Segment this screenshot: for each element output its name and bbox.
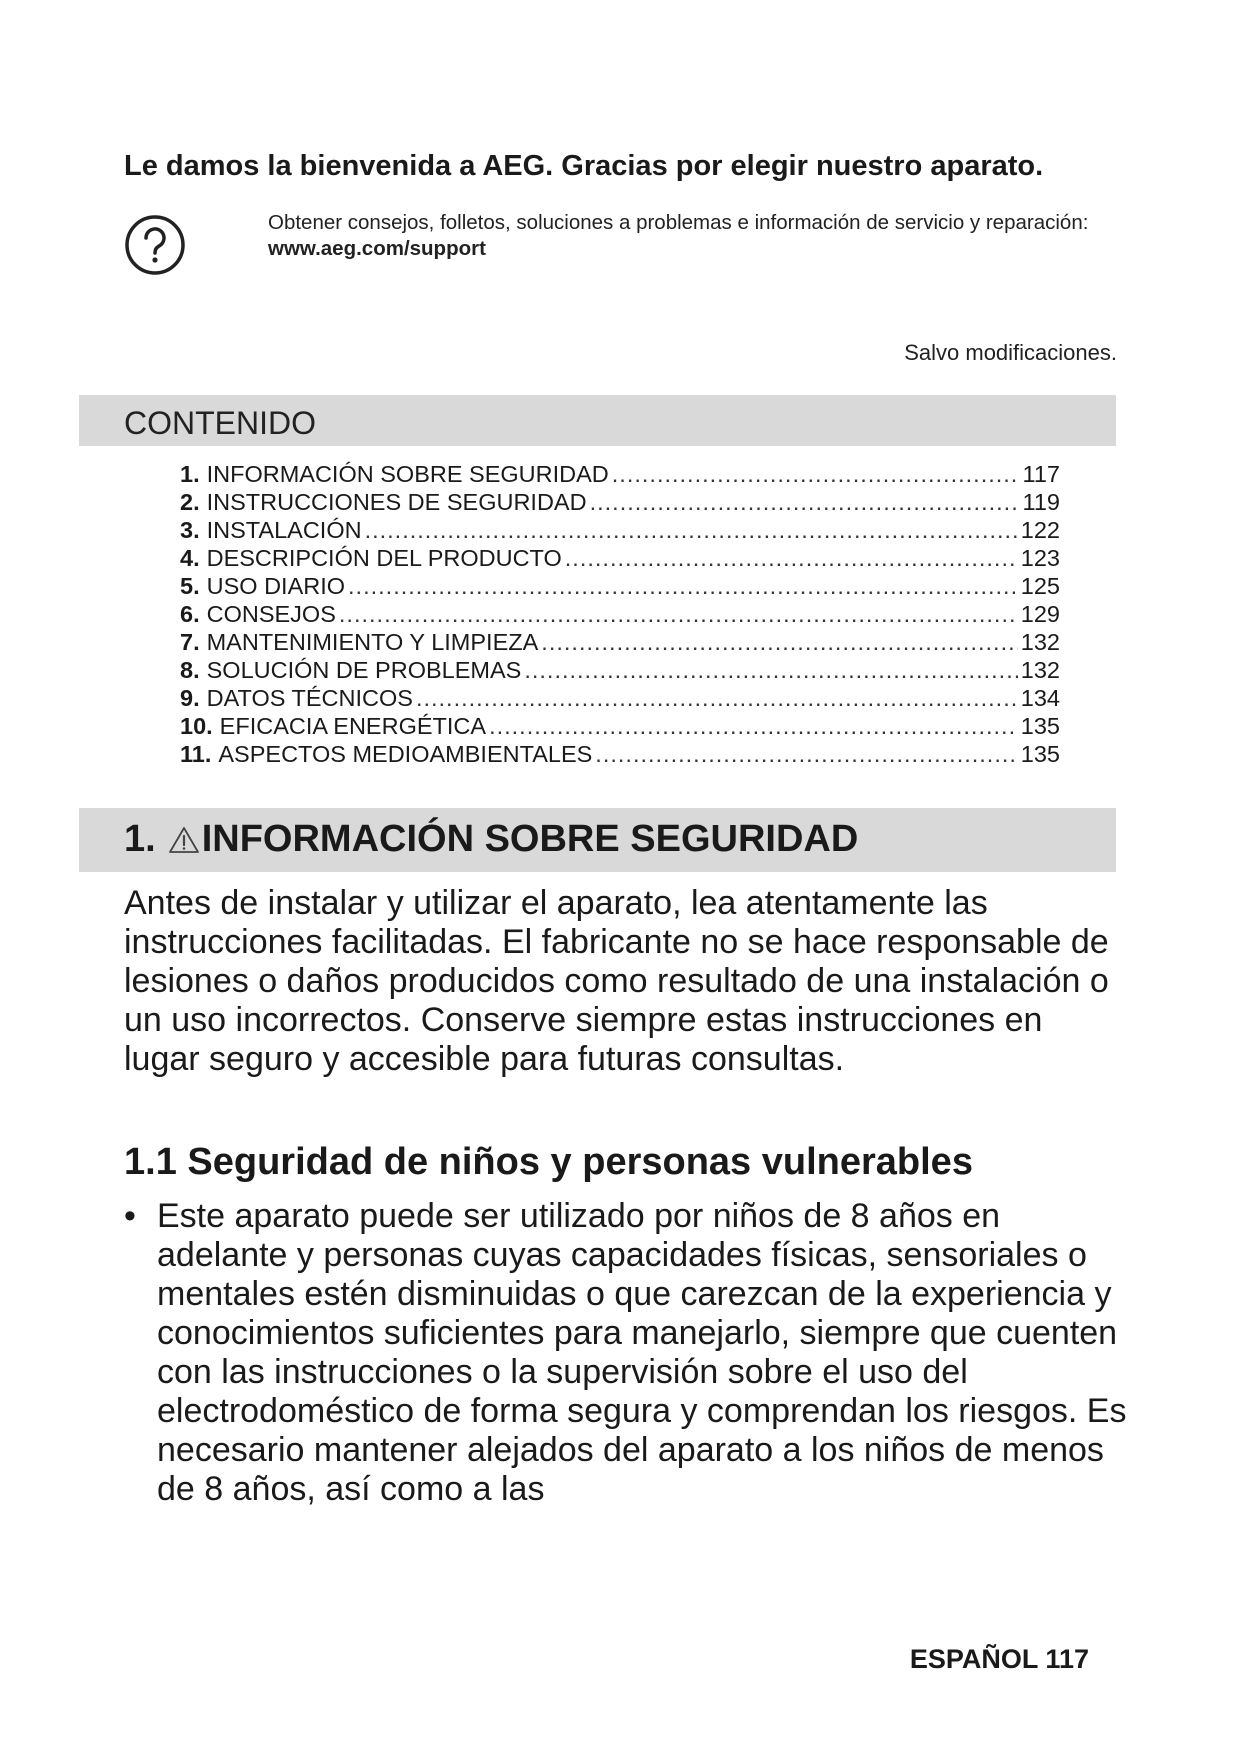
toc-number: 8.: [180, 657, 200, 683]
toc-number: 3.: [180, 517, 200, 543]
support-link[interactable]: www.aeg.com/support: [268, 237, 486, 260]
toc-page: 119: [1022, 489, 1060, 515]
toc-number: 9.: [180, 685, 200, 711]
toc-leader: [365, 516, 1018, 544]
toc-page: 125: [1020, 573, 1060, 599]
question-circle-icon: [124, 214, 186, 276]
toc-leader: [348, 572, 1018, 600]
toc-leader: [541, 628, 1017, 656]
toc-label: DESCRIPCIÓN DEL PRODUCTO: [206, 545, 562, 571]
toc-page: 132: [1020, 629, 1060, 655]
toc-number: 10.: [180, 713, 213, 739]
support-text: Obtener consejos, folletos, soluciones a problemas e información de servicio y reparación:: [268, 211, 1089, 234]
toc-page: 122: [1020, 517, 1060, 543]
toc-item[interactable]: [180, 600, 1060, 628]
toc-number: 1.: [180, 461, 200, 487]
toc-label: INSTALACIÓN: [206, 517, 362, 543]
toc-page: 117: [1022, 461, 1060, 487]
toc-item[interactable]: [180, 628, 1060, 656]
toc-label: EFICACIA ENERGÉTICA: [219, 713, 487, 739]
toc-leader: [339, 600, 1018, 628]
support-info: [268, 210, 1128, 262]
toc-number: 6.: [180, 601, 200, 627]
toc-label: INFORMACIÓN SOBRE SEGURIDAD: [206, 461, 609, 487]
toc-item[interactable]: [180, 684, 1060, 712]
bullet-marker: •: [124, 1197, 136, 1235]
subject-to-change-note: Salvo modificaciones.: [904, 340, 1117, 365]
toc-label: INSTRUCCIONES DE SEGURIDAD: [206, 489, 587, 515]
table-of-contents: [180, 460, 1060, 768]
bullet-text: Este aparato puede ser utilizado por niños de 8 años en adelante y personas cuyas capacidades físicas, sensoriales o mentales estén disminuidas o que carezcan de la experiencia y conocimientos suficientes para manejarlo, siempre que cuenten con las instrucciones o la supervisión sobre el uso del electrodoméstico de forma segura y comprendan los riesgos. Es necesario mantener alejados del aparato a los niños de menos de 8 años, así como a las: [157, 1197, 1127, 1508]
toc-page: 123: [1020, 545, 1060, 571]
toc-item[interactable]: [180, 712, 1060, 740]
list-item: [124, 1197, 1134, 1509]
toc-label: DATOS TÉCNICOS: [206, 685, 413, 711]
toc-page: 135: [1020, 713, 1060, 739]
toc-item[interactable]: [180, 572, 1060, 600]
toc-leader: [524, 656, 1017, 684]
toc-number: 2.: [180, 489, 200, 515]
section-number: 1.: [124, 818, 156, 860]
toc-label: ASPECTOS MEDIOAMBIENTALES: [218, 741, 593, 767]
toc-label: SOLUCIÓN DE PROBLEMAS: [206, 657, 522, 683]
toc-leader: [565, 544, 1018, 572]
toc-item[interactable]: [180, 656, 1060, 684]
welcome-heading: Le damos la bienvenida a AEG. Gracias por elegir nuestro aparato.: [124, 150, 1044, 182]
section-title: INFORMACIÓN SOBRE SEGURIDAD: [201, 818, 859, 860]
toc-page: 132: [1020, 657, 1060, 683]
toc-label: MANTENIMIENTO Y LIMPIEZA: [206, 629, 539, 655]
contents-title: CONTENIDO: [124, 405, 316, 441]
toc-item[interactable]: [180, 544, 1060, 572]
toc-label: CONSEJOS: [206, 601, 336, 627]
section-1-heading: [124, 818, 858, 861]
page-footer: ESPAÑOL 117: [909, 1644, 1089, 1674]
toc-number: 7.: [180, 629, 200, 655]
toc-item[interactable]: [180, 516, 1060, 544]
toc-leader: [590, 488, 1020, 516]
toc-item[interactable]: [180, 460, 1060, 488]
toc-item[interactable]: [180, 488, 1060, 516]
toc-item[interactable]: [180, 740, 1060, 768]
toc-page: 134: [1020, 685, 1060, 711]
toc-leader: [595, 740, 1017, 768]
toc-number: 5.: [180, 573, 200, 599]
toc-number: 4.: [180, 545, 200, 571]
toc-page: 129: [1020, 601, 1060, 627]
toc-leader: [612, 460, 1020, 488]
toc-leader: [489, 712, 1018, 740]
section-1-1-heading: 1.1 Seguridad de niños y personas vulnerables: [124, 1141, 973, 1183]
safety-intro-paragraph: Antes de instalar y utilizar el aparato, lea atentamente las instrucciones facilitadas. El fabricante no se hace responsable de lesiones o daños producidos como resultado de una instalación o un uso incorrectos. Conserve siempre estas instrucciones en lugar seguro y accesible para futuras consultas.: [124, 884, 1109, 1078]
toc-label: USO DIARIO: [206, 573, 346, 599]
warning-triangle-icon: [168, 825, 200, 855]
toc-number: 11.: [180, 741, 212, 767]
toc-page: 135: [1020, 741, 1060, 767]
toc-leader: [416, 684, 1018, 712]
